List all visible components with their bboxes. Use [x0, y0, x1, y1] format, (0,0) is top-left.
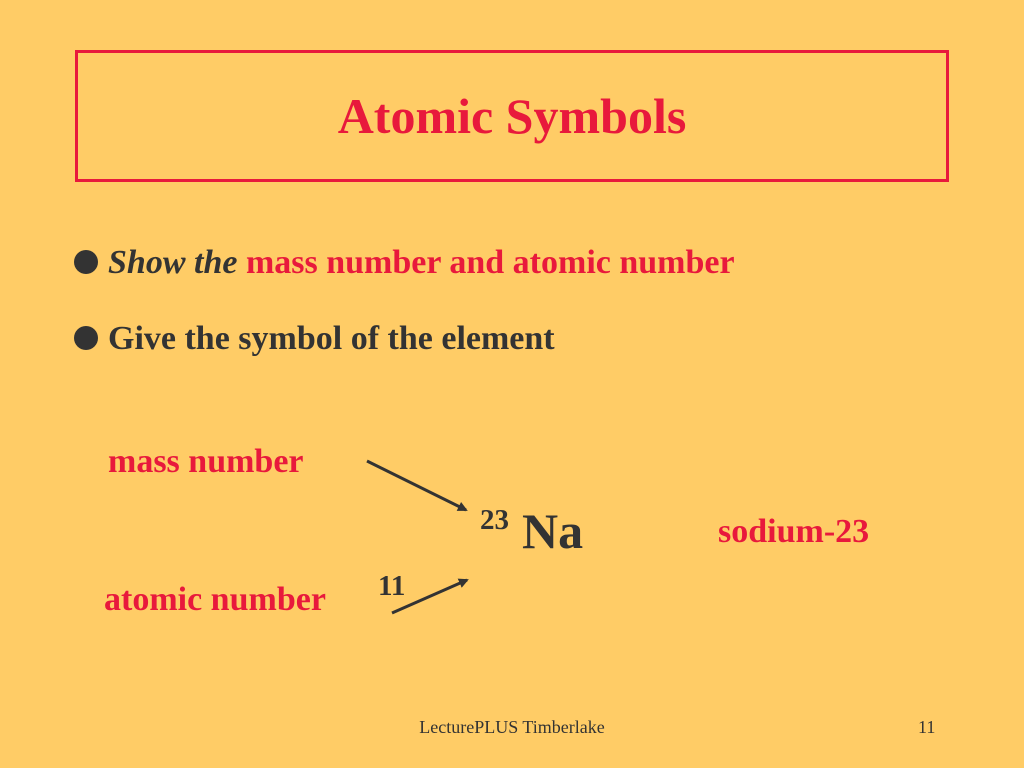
page-number: 11 — [918, 717, 936, 737]
element-symbol: Na — [522, 503, 584, 559]
isotope-name: sodium-23 — [718, 513, 870, 550]
atomic-number-arrow-icon — [392, 580, 467, 613]
atomic-number-label: atomic number — [104, 581, 326, 618]
mass-number-label: mass number — [108, 443, 304, 480]
mass-number-value: 23 — [480, 504, 509, 536]
footer-credit: LecturePLUS Timberlake — [419, 717, 605, 737]
atomic-number-value: 11 — [378, 570, 406, 602]
bullet-highlight-text: mass number and atomic number — [237, 244, 735, 281]
bullet-text: Give the symbol of the element — [108, 320, 555, 357]
bullet-lead-text: Show the — [108, 244, 238, 281]
mass-number-arrow-icon — [367, 461, 466, 510]
slide-title: Atomic Symbols — [337, 88, 687, 144]
